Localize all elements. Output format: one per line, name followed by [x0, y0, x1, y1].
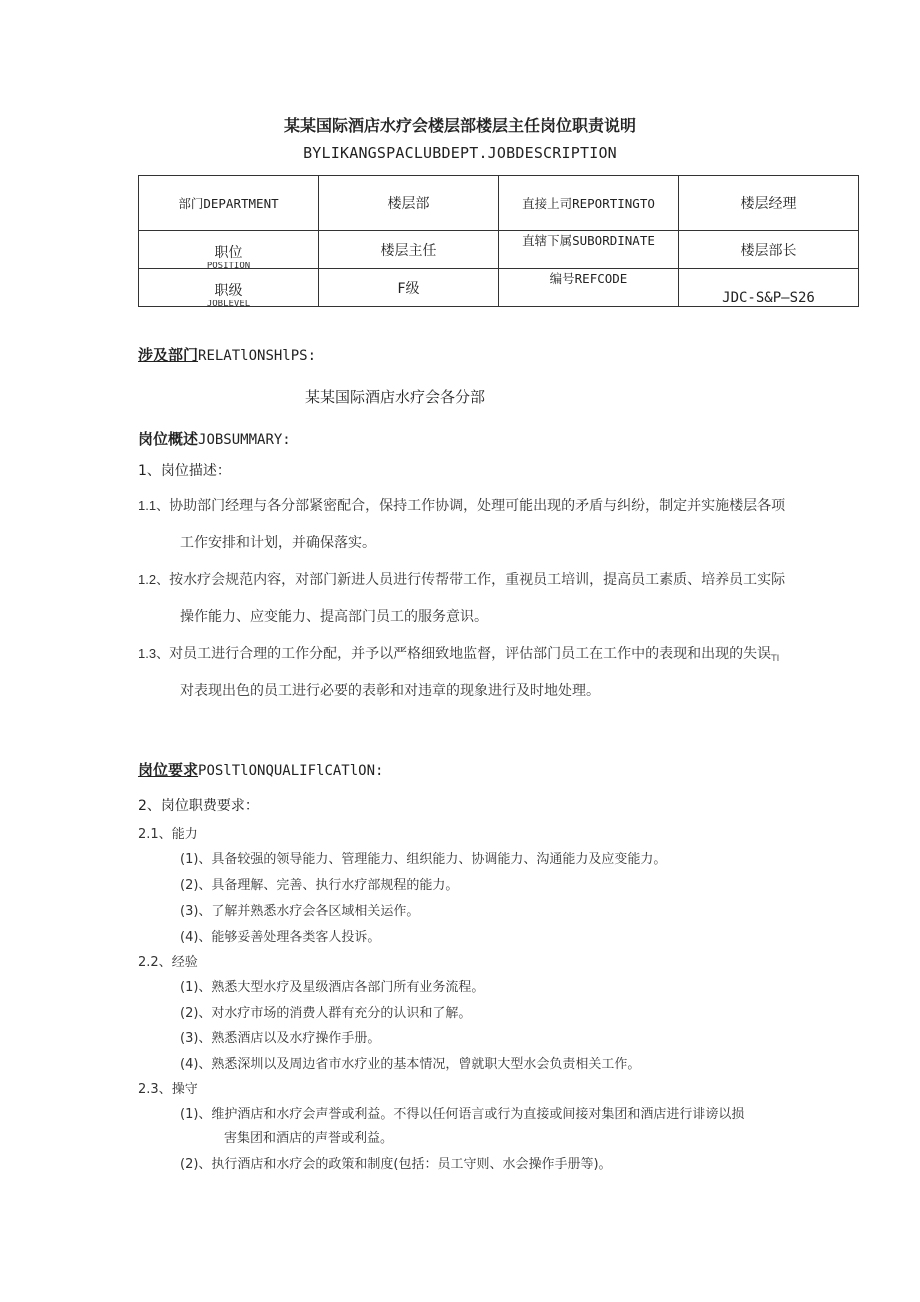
job-info-table [138, 175, 859, 307]
experience-item-1: (1)、熟悉大型水疗及星级酒店各部门所有业务流程。 [180, 980, 485, 995]
reporting-label: 直接上司REPORTINGTO [499, 176, 679, 231]
summary-item-1: 1.1、协助部门经理与各分部紧密配合，保持工作协调，处理可能出现的矛盾与纠纷，制定并实施楼层各项 [138, 498, 786, 514]
relationships-heading: 涉及部门RELATlONSHlPS: [138, 346, 317, 364]
qualification-subheading: 2、岗位职费要求： [138, 798, 259, 814]
document-subtitle: BYLIKANGSPACLUBDEPT.JOBDESCRIPTION [303, 144, 617, 162]
experience-item-2: (2)、对水疗市场的消费人群有充分的认识和了解。 [180, 1006, 472, 1021]
department-label: 部门DEPARTMENT [139, 176, 319, 231]
ability-item-2: (2)、具备理解、完善、执行水疗部规程的能力。 [180, 878, 459, 893]
subordinate-label: 直辖下属SUBORDINATE [499, 231, 679, 269]
experience-item-3: (3)、熟悉酒店以及水疗操作手册。 [180, 1031, 381, 1046]
group-experience-title: 2.2、经验 [138, 955, 198, 970]
document-title: 某某国际酒店水疗会楼层部楼层主任岗位职责说明 [283, 116, 636, 135]
group-conduct-title: 2.3、操守 [138, 1082, 198, 1097]
conduct-item-2: (2)、执行酒店和水疗会的政策和制度(包括：员工守则、水会操作手册等)。 [180, 1157, 612, 1172]
refcode-label: 编号REFCODE [499, 269, 679, 307]
summary-item-1-cont: 工作安排和计划，并确保落实。 [180, 535, 376, 551]
summary-item-3-cont: 对表现出色的员工进行必要的表彰和对违章的现象进行及时地处理。 [180, 683, 600, 699]
table-row [139, 231, 859, 269]
ability-item-3: (3)、了解并熟悉水疗会各区域相关运作。 [180, 904, 420, 919]
table-row [139, 176, 859, 231]
job-summary-heading: 岗位概述JOBSUMMARY: [138, 430, 291, 448]
reporting-value: 楼层经理 [679, 176, 859, 231]
summary-item-2: 1.2、按水疗会规范内容，对部门新进人员进行传帮带工作，重视员工培训，提高员工素质、培养员工实际 [138, 572, 786, 588]
table-row [139, 269, 859, 307]
qualification-heading: 岗位要求POSlTlONQUALIFlCATlON: [138, 761, 384, 779]
conduct-item-1-cont: 害集团和酒店的声誉或利益。 [224, 1131, 394, 1146]
conduct-item-1: (1)、维护酒店和水疗会声誉或利益。不得以任何语言或行为直接或间接对集团和酒店进行诽谤以损 [180, 1107, 745, 1122]
group-ability-title: 2.1、能力 [138, 827, 198, 842]
ability-item-4: (4)、能够妥善处理各类客人投诉。 [180, 930, 381, 945]
subordinate-value: 楼层部长 [679, 231, 859, 269]
summary-item-3: 1.3、对员工进行合理的工作分配，并予以严格细致地监督，评估部门员工在工作中的表现和出现的失误$_{TI}$ [138, 646, 780, 664]
summary-item-2-cont: 操作能力、应变能力、提高部门员工的服务意识。 [180, 609, 488, 625]
relationships-text: 某某国际酒店水疗会各分部 [305, 388, 486, 406]
job-description-subheading: 1、岗位描述： [138, 463, 231, 479]
position-value: 楼层主任 [319, 231, 499, 269]
position-label: 职位 POSITION [139, 231, 319, 269]
refcode-value: JDC-S&P—S26 [679, 269, 859, 307]
level-label: 职级 JOBLEVEL [139, 269, 319, 307]
department-value: 楼层部 [319, 176, 499, 231]
ability-item-1: (1)、具备较强的领导能力、管理能力、组织能力、协调能力、沟通能力及应变能力。 [180, 852, 667, 867]
level-value: F级 [319, 269, 499, 307]
experience-item-4: (4)、熟悉深圳以及周边省市水疗业的基本情况，曾就职大型水会负责相关工作。 [180, 1057, 641, 1072]
